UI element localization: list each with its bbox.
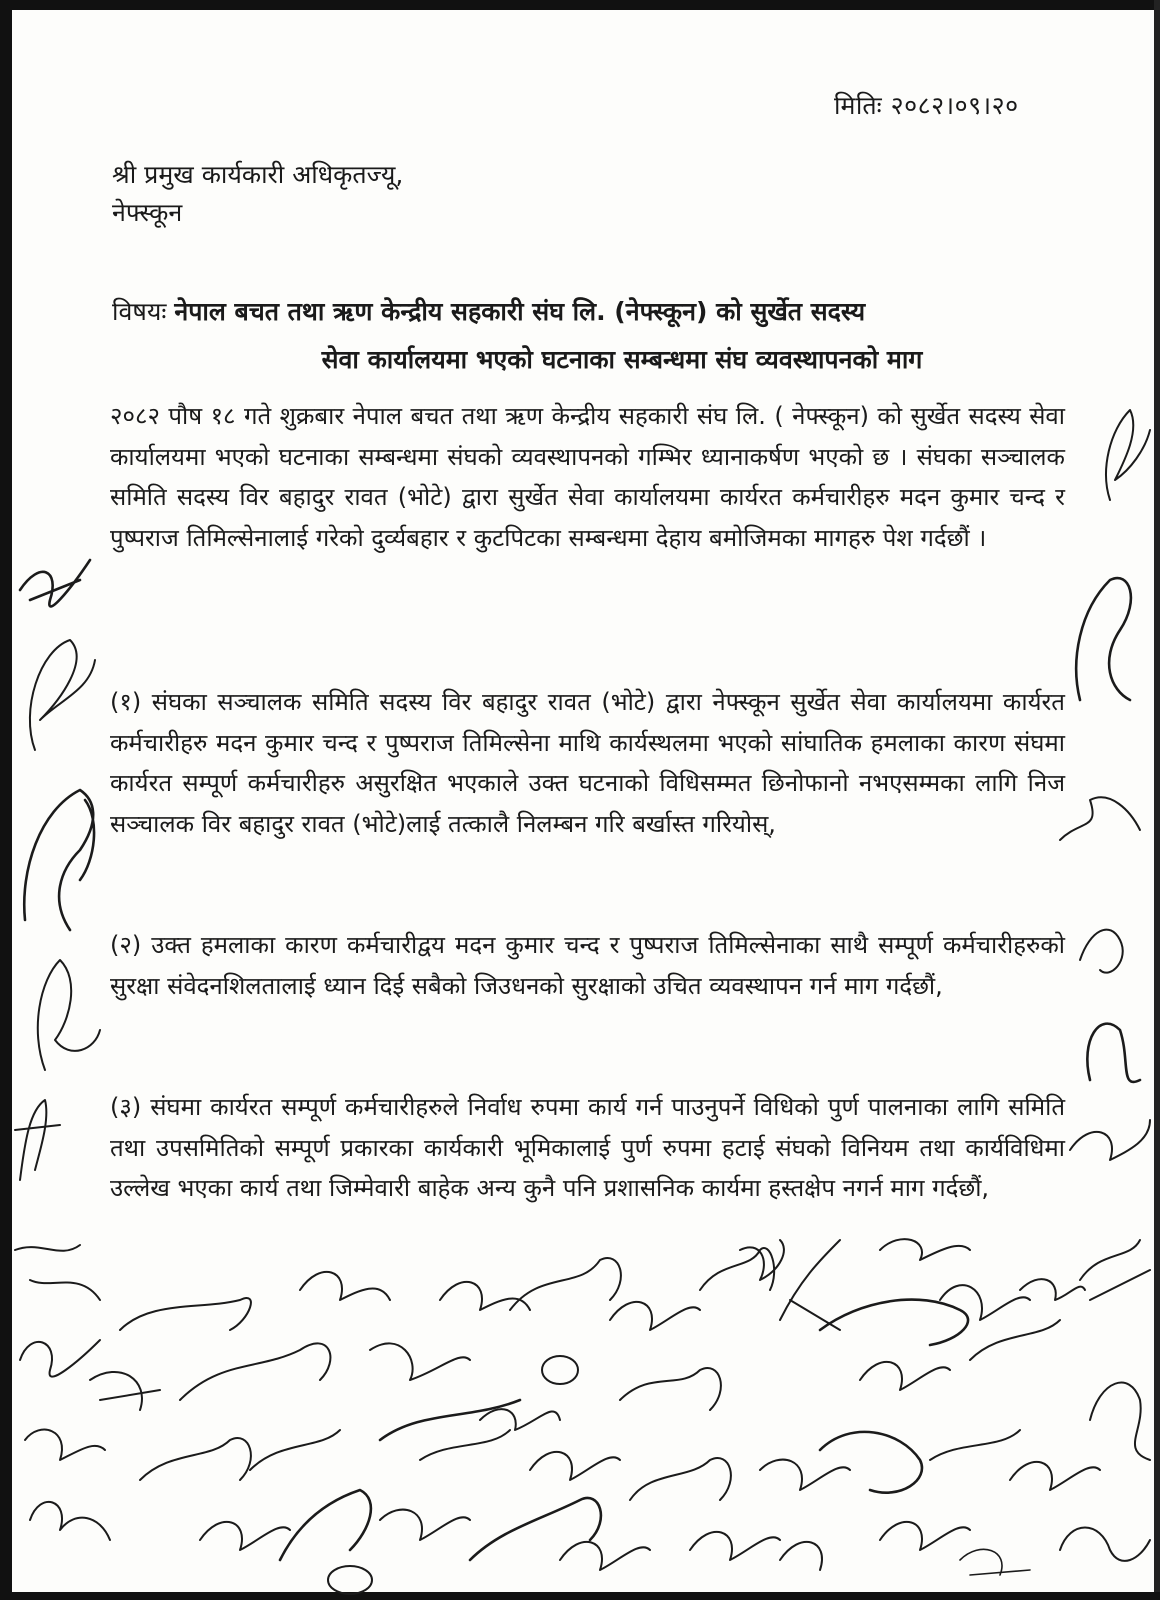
signature-right-7 [1080, 1240, 1150, 1300]
demand-3-paragraph: (३) संघमा कार्यरत सम्पूर्ण कर्मचारीहरुले निर्वाध रुपमा कार्य गर्न पाउनुपर्ने विधिको पुर्ण पालनाका लागि समिति तथा उपसमितिको सम्पूर्ण प्रकारका कार्यकारी भूमिकालाई पुर्ण रुपमा हटाई संघको विनियम तथा कार्यविधिमा उल्लेख भएका कार्य तथा जिम्मेवारी बाहेक अन्य कुनै पनि प्रशासनिक कार्यमा हस्तक्षेप नगर्न माग गर्दछौं, [110, 1093, 1065, 1202]
subject-line-2: सेवा कार्यालयमा भएको घटनाका सम्बन्धमा संघ व्यवस्थापनको माग [321, 345, 923, 374]
signature-bottom-33 [690, 1532, 780, 1560]
signature-bottom-13 [700, 1248, 774, 1290]
signature-bottom-2 [180, 1343, 330, 1400]
signature-bottom-30 [530, 1452, 620, 1480]
demand-2-paragraph: (२) उक्त हमलाका कारण कर्मचारीद्वय मदन कुमार चन्द र पुष्पराज तिमिल्सेनाका साथै सम्पूर्ण कर्मचारीहरुको सुरक्षा संवेदनशिलतालाई ध्यान दिई सबैको जिउधनको सुरक्षाको उचित व्यवस्थापन गर्न माग गर्दछौं, [110, 931, 1065, 1000]
recipient-block [112, 156, 403, 232]
signature-bottom-35 [780, 1542, 822, 1570]
signature-bottom-19 [940, 1285, 1030, 1320]
signature-bottom-4 [300, 1272, 390, 1300]
signature-bottom-15 [780, 1240, 840, 1330]
signature-bottom-6 [440, 1282, 530, 1310]
signature-bottom-29 [470, 1498, 601, 1560]
signature-bottom-16 [820, 1300, 968, 1345]
scan-border-left [0, 0, 12, 1600]
signature-bottom-26 [328, 1566, 372, 1594]
signature-bottom-11 [610, 1302, 700, 1330]
recipient-organization: नेफ्स्कून [112, 198, 183, 227]
demand-1-paragraph: (१) संघका सञ्चालक समिति सदस्य विर बहादुर रावत (भोटे) द्वारा नेफ्स्कून सुर्खेत सेवा कार्यालयमा कार्यरत कर्मचारीहरु मदन कुमार चन्द र पुष्पराज तिमिल्सेना माथि कार्यस्थलमा भएको सांघातिक हमलाका कारण संघमा कार्यरत सम्पूर्ण कर्मचारीहरु असुरक्षित भएकाले उक्त घटनाको विधिसम्मत छिनोफानो नभएसम्मका लागि निज सञ्चालक विर बहादुर रावत (भोटे)लाई तत्कालै निलम्बन गरि बर्खास्त गरियोस्, [110, 688, 1065, 838]
signature-bottom-10 [542, 1356, 578, 1384]
signature-bottom-32 [630, 1458, 731, 1500]
signature-right-5 [1087, 1024, 1140, 1082]
scan-border-bottom [0, 1592, 1160, 1600]
signature-bottom-39 [960, 1549, 1030, 1575]
signature-bottom-24 [250, 1430, 340, 1470]
signature-right-6 [1070, 1120, 1150, 1160]
signature-bottom-34 [760, 1460, 850, 1490]
signature-left-3 [24, 790, 94, 930]
subject-label: विषयः [112, 297, 167, 326]
signature-bottom-3 [90, 1372, 160, 1410]
signature-bottom-14 [740, 1240, 784, 1280]
signature-bottom-22 [140, 1438, 251, 1480]
signature-bottom-36 [820, 1432, 922, 1493]
scan-border-right [1154, 0, 1160, 1600]
signature-left-4 [38, 960, 100, 1070]
signature-bottom-17 [860, 1362, 950, 1390]
letter-date: मितिः २०८२।०९।२० [834, 91, 1019, 120]
signature-bottom-23 [200, 1522, 290, 1550]
recipient-title: श्री प्रमुख कार्यकारी अधिकृतज्यू, [112, 160, 404, 189]
scan-border-top [0, 0, 1160, 10]
subject-line-1: नेपाल बचत तथा ऋण केन्द्रीय सहकारी संघ लि. (नेफ्स्कून) को सुर्खेत सदस्य [174, 297, 866, 326]
signature-bottom-25 [280, 1490, 371, 1560]
signature-bottom-38 [930, 1430, 1020, 1460]
signature-bottom-21 [1020, 1279, 1085, 1300]
signature-right-8 [1090, 1383, 1150, 1460]
signature-bottom-7 [380, 1400, 520, 1440]
signature-left-1 [20, 560, 90, 606]
signature-bottom-9 [510, 1258, 621, 1310]
signature-left-7 [20, 1340, 100, 1377]
intro-paragraph: २०८२ पौष १८ गते शुक्रबार नेपाल बचत तथा ऋण केन्द्रीय सहकारी संघ लि. ( नेफ्स्कून) को सुर्खेत सदस्य सेवा कार्यालयमा भएको घटनाका सम्बन्धमा संघको व्यवस्थापनको गम्भिर ध्यानाकर्षण भएको छ । संघका सञ्चालक समिति सदस्य विर बहादुर रावत (भोटे) द्वारा सुर्खेत सेवा कार्यालयमा कार्यरत कर्मचारीहरु मदन कुमार चन्द र पुष्पराज तिमिल्सेनालाई गरेको दुर्व्यबहार र कुटपिटका सम्बन्धमा देहाय बमोजिमका मागहरु पेश गर्दछौं । [110, 402, 1065, 552]
signature-right-1 [1106, 410, 1150, 500]
signature-left-8 [25, 1430, 105, 1460]
signature-bottom-27 [380, 1510, 470, 1540]
signature-left-9 [30, 1502, 110, 1540]
signature-bottom-12 [620, 1368, 721, 1410]
signature-right-9 [1060, 1528, 1150, 1561]
signature-bottom-20 [970, 1320, 1060, 1360]
signature-bottom-18 [880, 1239, 970, 1260]
signature-right-4 [1080, 930, 1123, 973]
signature-bottom-37 [880, 1522, 970, 1550]
signature-bottom-8 [480, 1409, 560, 1430]
signature-bottom-1 [120, 1298, 251, 1330]
signature-bottom-5 [370, 1343, 470, 1380]
signature-bottom-40 [1010, 1462, 1100, 1490]
subject-block [112, 288, 1072, 384]
signature-bottom-31 [560, 1542, 650, 1570]
signature-right-3 [1060, 797, 1140, 840]
signature-left-2 [30, 640, 95, 750]
signature-right-2 [1076, 578, 1131, 700]
signature-bottom-28 [420, 1430, 510, 1460]
signature-left-5 [15, 1100, 60, 1180]
signature-left-6 [15, 1245, 100, 1300]
